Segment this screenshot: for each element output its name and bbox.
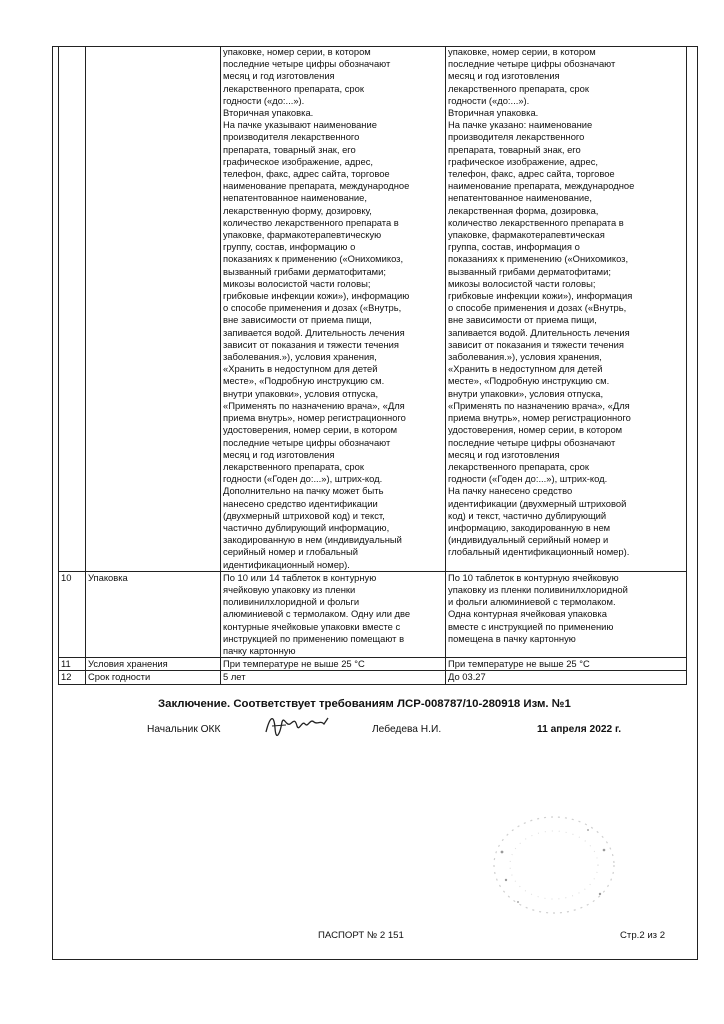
passport-number: ПАСПОРТ № 2 151 — [318, 930, 404, 941]
row-requirement: упаковке, номер серии, в котором последние четыре цифры обозначают месяц и год изготовления лекарственного препарата, срок годности («до:...»). Вторичная упаковка. На пачке указывают наименование производителя лекарственного препарата, товарный знак, его графическое изображение, адрес, телефон, факс, адрес сайта, торговое наименование препарата, международное непатентованное наименование, лекарственную форму, дозировку, количество лекарственного препарата в упаковке, фармакотерапевтическую группу, состав, информацию о показаниях к применению («Онихомикоз, вызванный грибами дерматофитами; микозы волосистой части головы; грибковые инфекции кожи»), информацию о способе применения и дозах («Внутрь, вне зависимости от приема пищи, запивается водой. Длительность лечения зависит от показания и тяжести течения заболевания.»), условия хранения, «Хранить в недоступном для детей месте», «Подробную инструкцию см. внутри упаковки», условия отпуска, «Применять по назначению врача», «Для приема внутрь», номер регистрационного удостоверения, номер серии, в котором последние четыре цифры обозначают месяц и год изготовления лекарственного препарата, срок годности («Годен до:...»), штрих-код. Дополнительно на пачку может быть нанесено средство идентификации (двухмерный штриховой код) и текст, частично дублирующий информацию, закодированную в нем (индивидуальный серийный номер и глобальный идентификационный номер). — [221, 46, 446, 571]
signer-position: Начальник ОКК — [147, 724, 221, 735]
row-parameter: Упаковка — [86, 571, 221, 657]
row-requirement: 5 лет — [221, 671, 446, 684]
sign-date: 11 апреля 2022 г. — [537, 724, 622, 735]
signer-name: Лебедева Н.И. — [372, 724, 442, 735]
row-requirement: При температуре не выше 25 °С — [221, 658, 446, 671]
table-row — [59, 46, 687, 571]
row-actual: По 10 таблеток в контурную ячейковую упаковку из пленки поливинилхлоридной и фольги алюминиевой с термолаком. Одна контурная ячейковая упаковка вместе с инструкцией по применению помещена в пачку картонную — [446, 571, 687, 657]
row-actual: До 03.27 — [446, 671, 687, 684]
row-requirement: По 10 или 14 таблеток в контурную ячейковую упаковку из пленки поливинилхлоридной и фольги алюминиевой с термолаком. Одну или две контурные ячейковые упаковки вместе с инструкцией по применению помещают в пачку картонную — [221, 571, 446, 657]
row-number: 12 — [59, 671, 86, 684]
row-number: 11 — [59, 658, 86, 671]
specification-table — [58, 46, 687, 685]
row-parameter: Срок годности — [86, 671, 221, 684]
row-number — [59, 46, 86, 571]
faded-stamp — [484, 810, 624, 920]
row-actual: упаковке, номер серии, в котором последние четыре цифры обозначают месяц и год изготовления лекарственного препарата, срок годности («до:...»). Вторичная упаковка. На пачке указано: наименование производителя лекарственного препарата, товарный знак, его графическое изображение, адрес, телефон, факс, адрес сайта, торговое наименование препарата, международное непатентованное наименование, лекарственная форма, дозировка, количество лекарственного препарата в упаковке, фармакотерапевтическая группа, состав, информация о показаниях к применению («Онихомикоз, вызванный грибами дерматофитами; микозы волосистой части головы; грибковые инфекции кожи»), информация о способе применения и дозах («Внутрь, вне зависимости от приема пищи, запивается водой. Длительность лечения зависит от показания и тяжести течения заболевания.»), условия хранения, «Хранить в недоступном для детей месте», «Подробную инструкцию см. внутри упаковки», условия отпуска, «Применять по назначению врача», «Для приема внутрь», номер регистрационного удостоверения, номер серии, в котором последние четыре цифры обозначают месяц и год изготовления лекарственного препарата, срок годности («Годен до:...»), штрих-код. На пачку нанесено средство идентификации (двухмерный штриховой код) и текст, частично дублирующий информацию, закодированную в нем (индивидуальный серийный номер и глобальный идентификационный номер). — [446, 46, 687, 571]
row-actual: При температуре не выше 25 °С — [446, 658, 687, 671]
page-number: Стр.2 из 2 — [620, 930, 666, 941]
conclusion-text: Заключение. Соответствует требованиям ЛСР-008787/10-280918 Изм. №1 — [158, 698, 571, 710]
table-row — [59, 571, 687, 657]
row-number: 10 — [59, 571, 86, 657]
handwritten-signature — [262, 712, 332, 738]
table-row — [59, 658, 687, 671]
row-parameter — [86, 46, 221, 571]
row-parameter: Условия хранения — [86, 658, 221, 671]
table-row — [59, 671, 687, 684]
